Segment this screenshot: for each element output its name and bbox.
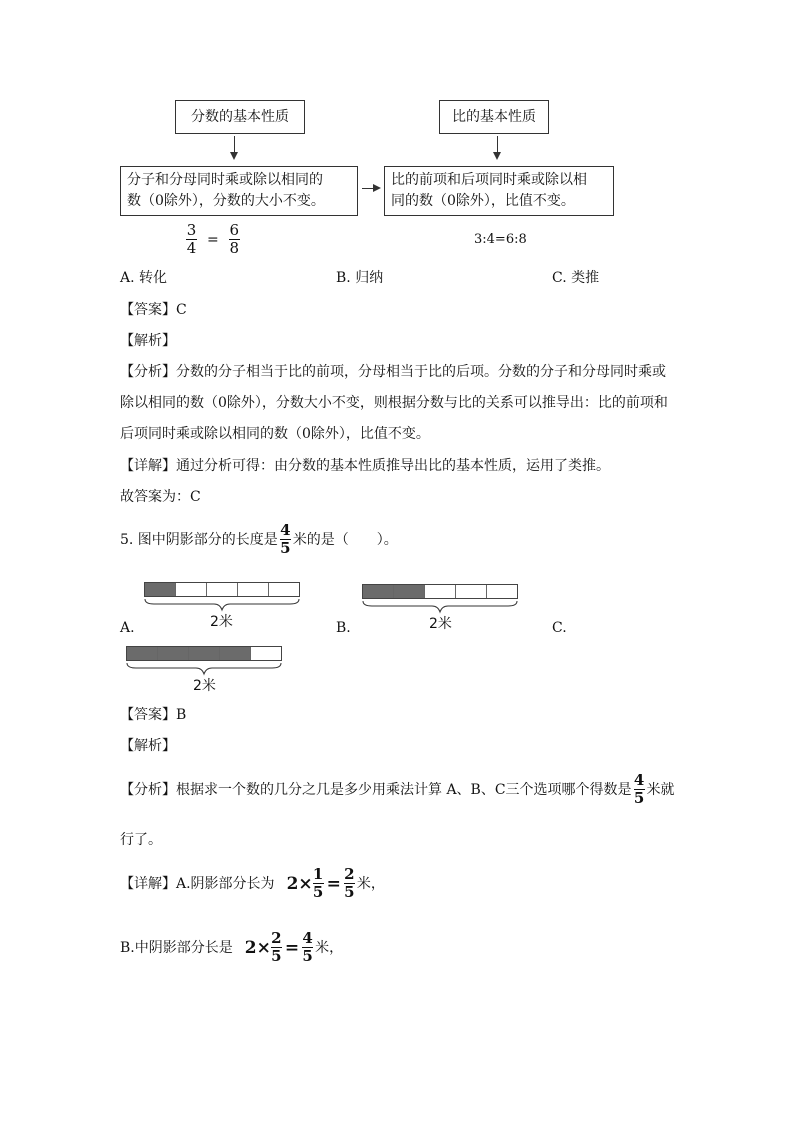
q4-analysis-header: 【解析】: [120, 333, 176, 349]
fraction-three-quarters: $\frac{3}{4}$: [186, 221, 197, 257]
q4-option-a: A. 转化: [120, 270, 168, 286]
q5-stem-suffix: 米的是（ ）。: [292, 531, 398, 548]
q5-stem-prefix: 5. 图中阴影部分的长度是: [120, 531, 278, 548]
bar-segment: [425, 585, 456, 598]
fraction-rule-line2: 数（0除外），分数的大小不变。: [127, 193, 325, 209]
bar-segment-shaded: [158, 647, 189, 660]
bar-segment-shaded: [127, 647, 158, 660]
down-arrow-right: [497, 136, 498, 158]
q4-analysis-line1: 【分析】分数的分子相当于比的前项，分母相当于比的后项。分数的分子和分母同时乘或: [120, 364, 666, 380]
q5-analysis-line2: 行了。: [120, 832, 162, 848]
q5-option-b-label: B.: [336, 620, 351, 636]
q5-bar-c: [126, 646, 282, 661]
bar-segment: [251, 647, 281, 660]
bar-segment: [176, 583, 207, 596]
ratio-rule-line2: 同的数（0除外），比值不变。: [391, 193, 575, 209]
q5-bar-a-label: 2米: [210, 614, 233, 630]
q5-analysis-header: 【解析】: [120, 738, 176, 754]
q5-bar-a: [144, 582, 300, 597]
bar-segment: [269, 583, 299, 596]
fraction-six-eighths: $\frac{6}{8}$: [229, 221, 239, 257]
q4-conclusion: 故答案为：C: [120, 489, 201, 505]
q5-stem-fraction: $\frac{4}{5}$: [280, 521, 291, 557]
down-arrow-left: [234, 136, 235, 158]
q5-brace-a: [144, 598, 300, 612]
q4-analysis-line2: 除以相同的数（0除外），分数大小不变，则根据分数与比的关系可以推导出：比的前项和: [120, 395, 668, 411]
fraction-property-box: [175, 100, 305, 134]
bar-segment: [207, 583, 238, 596]
bar-segment: [456, 585, 487, 598]
fraction-rule-box: [120, 166, 358, 216]
q5-detail-a-expression: 2× $\frac{1}{5}$ = $\frac{2}{5}$: [286, 865, 355, 901]
fraction-property-title: 分数的基本性质: [191, 109, 289, 125]
q4-answer: 【答案】C: [120, 302, 187, 318]
q4-detail: 【详解】通过分析可得：由分数的基本性质推导出比的基本性质，运用了类推。: [120, 458, 610, 474]
bar-segment: [487, 585, 517, 598]
right-arrow: [362, 188, 379, 189]
q5-analysis-fraction: $\frac{4}{5}$: [633, 771, 645, 807]
q5-brace-c: [126, 662, 282, 676]
q5-stem: [120, 522, 398, 557]
ratio-property-box: [439, 100, 549, 134]
q5-bar-b-label: 2米: [429, 616, 452, 632]
ratio-rule-line1: 比的前项和后项同时乘或除以相: [391, 172, 587, 188]
q5-answer: 【答案】B: [120, 707, 187, 723]
bar-segment-shaded: [189, 647, 220, 660]
q5-option-a-label: A.: [120, 620, 135, 636]
bar-segment-shaded: [363, 585, 394, 598]
ratio-property-title: 比的基本性质: [452, 109, 536, 125]
bar-segment-shaded: [145, 583, 176, 596]
q5-detail-a: 【详解】A.阴影部分长为 2× $\frac{1}{5}$ = $\frac{2}{5}$ 米，: [120, 865, 385, 901]
q5-analysis-line1: 【分析】根据求一个数的几分之几是多少用乘法计算 A、B、C三个选项哪个得数是 $\frac{4}{5}$ 米就: [120, 771, 675, 807]
fraction-rule-line1: 分子和分母同时乘或除以相同的: [127, 172, 323, 188]
bar-segment: [238, 583, 269, 596]
ratio-example: 3:4=6:8: [474, 232, 527, 247]
ratio-rule-box: [384, 166, 614, 216]
q4-option-c: C. 类推: [552, 270, 600, 286]
q5-bar-b: [362, 584, 518, 599]
q4-option-b: B. 归纳: [336, 270, 384, 286]
q5-detail-b: B.中阴影部分长是 2× $\frac{2}{5}$ = $\frac{4}{5}$ 米，: [120, 929, 344, 965]
q5-bar-c-label: 2米: [193, 678, 216, 694]
q4-analysis-line3: 后项同时乘或除以相同的数（0除外），比值不变。: [120, 426, 430, 442]
q5-brace-b: [362, 600, 518, 614]
q5-option-c-label: C.: [552, 620, 567, 636]
fraction-example: $\frac{3}{4}$ = $\frac{6}{8}$: [186, 221, 239, 257]
q5-detail-b-expression: 2× $\frac{2}{5}$ = $\frac{4}{5}$: [244, 929, 313, 965]
bar-segment-shaded: [220, 647, 251, 660]
bar-segment-shaded: [394, 585, 425, 598]
